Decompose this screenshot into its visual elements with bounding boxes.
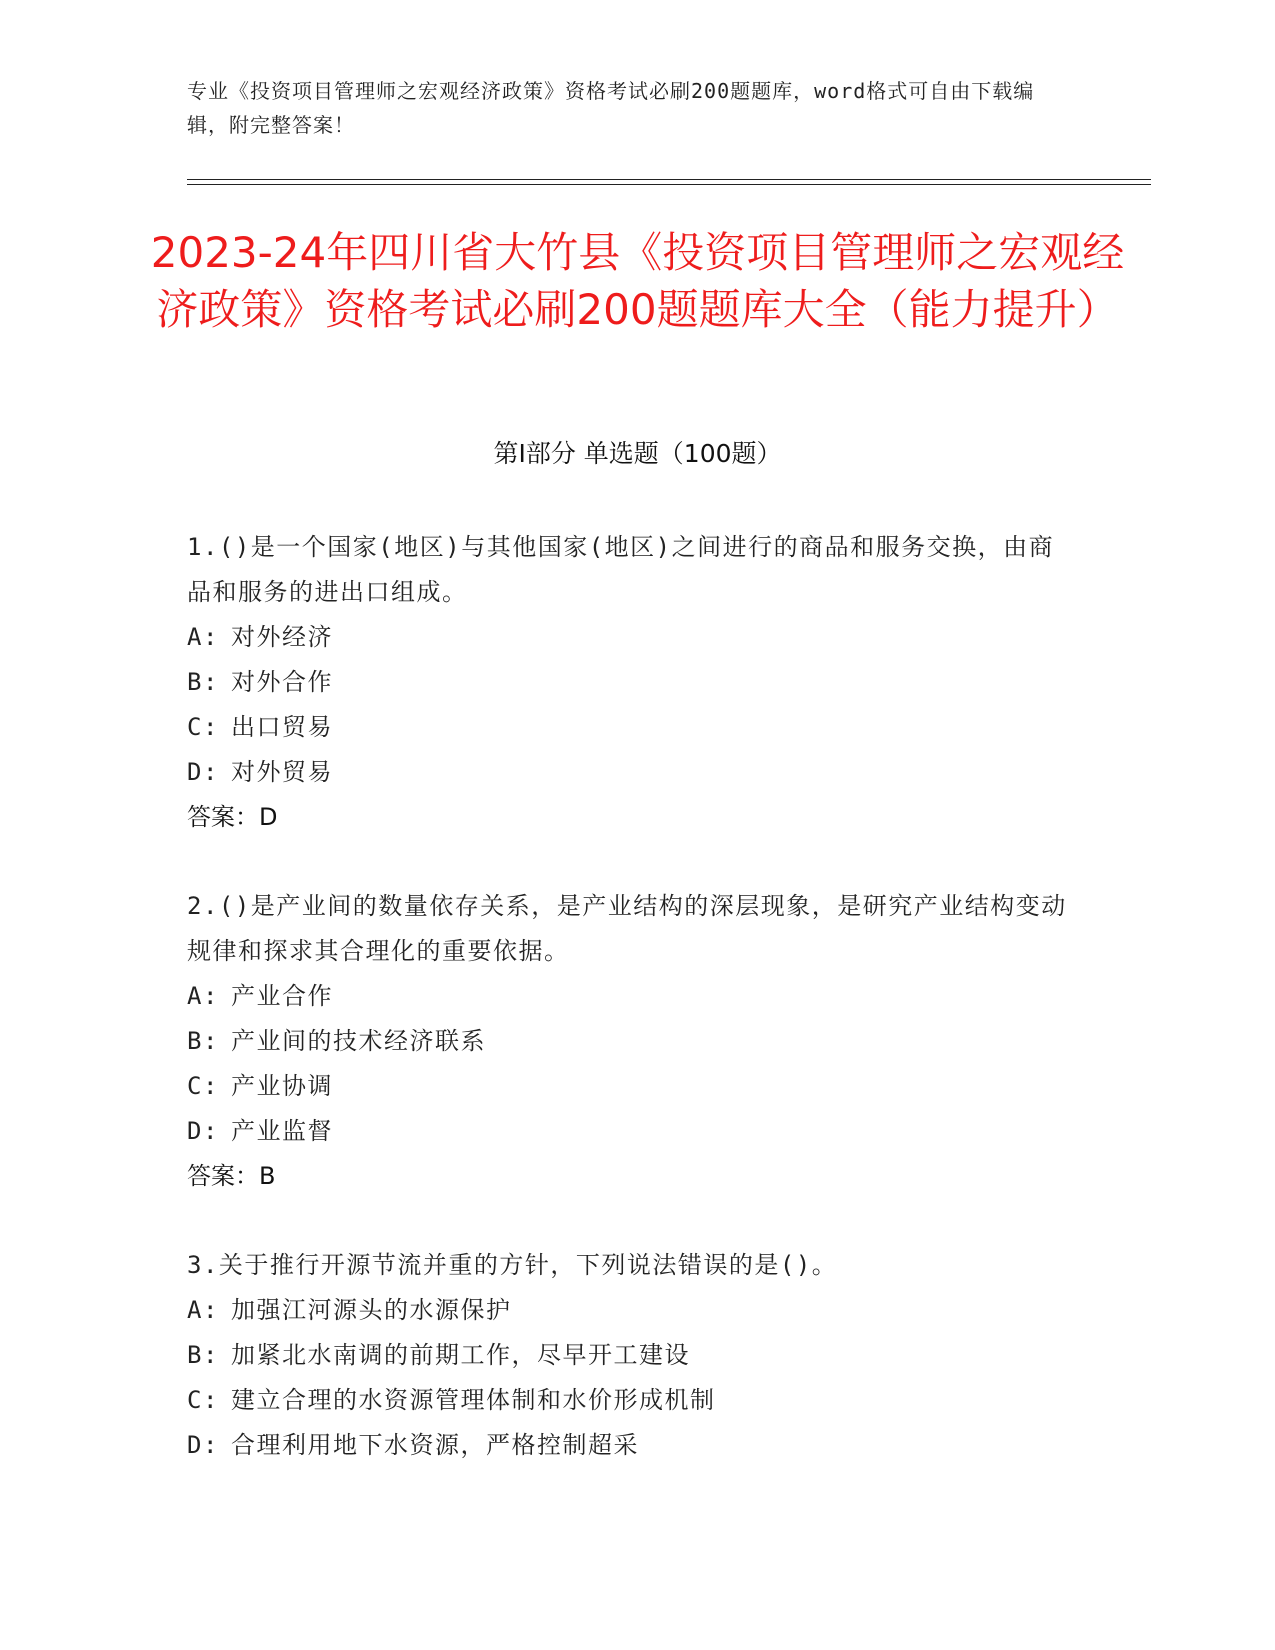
option-a xyxy=(187,1288,1067,1333)
question-stem: 3.关于推行开源节流并重的方针，下列说法错误的是()。 xyxy=(187,1251,838,1279)
section-heading: 第I部分 单选题（100题） xyxy=(493,439,782,468)
header-note: 专业《投资项目管理师之宏观经济政策》资格考试必刷200题题库，word格式可自由下载编辑，附完整答案！ xyxy=(187,79,1035,137)
option-text: 对外合作 xyxy=(231,668,333,696)
option-text: 加强江河源头的水源保护 xyxy=(231,1296,512,1324)
option-d xyxy=(187,750,1067,795)
option-text: 建立合理的水资源管理体制和水价形成机制 xyxy=(231,1386,716,1414)
question-stem: 2.()是产业间的数量依存关系，是产业结构的深层现象，是研究产业结构变动规律和探求其合理化的重要依据。 xyxy=(187,892,1067,965)
question-3 xyxy=(187,1243,1067,1468)
option-text: 产业合作 xyxy=(231,982,333,1010)
answer-line: 答案：B xyxy=(187,1162,276,1190)
option-letter: C: xyxy=(187,713,219,741)
option-text: 加紧北水南调的前期工作，尽早开工建设 xyxy=(231,1341,690,1369)
option-a xyxy=(187,974,1067,1019)
answer-line: 答案：D xyxy=(187,803,278,831)
option-letter: D: xyxy=(187,758,219,786)
option-text: 合理利用地下水资源，严格控制超采 xyxy=(231,1431,639,1459)
option-letter: C: xyxy=(187,1072,219,1100)
option-b xyxy=(187,660,1067,705)
option-letter: A: xyxy=(187,623,219,651)
option-d xyxy=(187,1109,1067,1154)
option-text: 对外经济 xyxy=(231,623,333,651)
option-text: 产业协调 xyxy=(231,1072,333,1100)
option-letter: A: xyxy=(187,1296,219,1324)
option-text: 对外贸易 xyxy=(231,758,333,786)
option-letter: B: xyxy=(187,1027,219,1055)
option-a xyxy=(187,615,1067,660)
option-text: 出口贸易 xyxy=(231,713,333,741)
header-divider-bottom xyxy=(187,184,1151,185)
option-letter: A: xyxy=(187,982,219,1010)
question-list xyxy=(187,525,1067,1512)
option-letter: C: xyxy=(187,1386,219,1414)
question-stem: 1.()是一个国家(地区)与其他国家(地区)之间进行的商品和服务交换，由商品和服务的进出口组成。 xyxy=(187,533,1055,606)
option-text: 产业监督 xyxy=(231,1117,333,1145)
option-c xyxy=(187,705,1067,750)
option-letter: B: xyxy=(187,1341,219,1369)
option-letter: B: xyxy=(187,668,219,696)
option-letter: D: xyxy=(187,1117,219,1145)
option-b xyxy=(187,1333,1067,1378)
option-text: 产业间的技术经济联系 xyxy=(231,1027,486,1055)
option-c xyxy=(187,1378,1067,1423)
option-letter: D: xyxy=(187,1431,219,1459)
question-1 xyxy=(187,525,1067,840)
header-divider-top xyxy=(187,179,1151,180)
document-title: 2023-24年四川省大竹县《投资项目管理师之宏观经济政策》资格考试必刷200题题库大全（能力提升） xyxy=(150,228,1125,334)
option-d xyxy=(187,1423,1067,1468)
option-c xyxy=(187,1064,1067,1109)
question-2 xyxy=(187,884,1067,1199)
option-b xyxy=(187,1019,1067,1064)
